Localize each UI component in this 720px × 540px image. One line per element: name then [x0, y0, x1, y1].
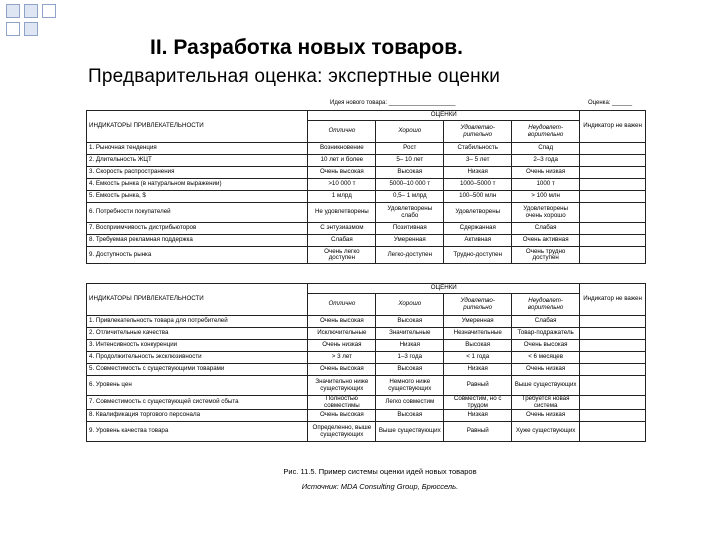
grade-cell: 5000–10 000 т	[376, 179, 444, 191]
grade-cell: Очень высокая	[308, 316, 376, 328]
side-cell	[580, 247, 646, 264]
side-cell	[580, 179, 646, 191]
indicator-label: 9. Уровень качества товара	[87, 422, 308, 442]
grade-cell: Очень низкая	[308, 340, 376, 352]
side-cell	[580, 223, 646, 235]
grade-cell: Очень легко доступен	[308, 247, 376, 264]
grade-cell: Низкая	[376, 340, 444, 352]
grade-cell: Высокая	[376, 364, 444, 376]
figure-caption: Рис. 11.5. Пример системы оценки идей новых товаров	[283, 467, 477, 476]
evaluation-table-2	[86, 283, 646, 442]
indicator-label: 1. Привлекательность товара для потребителей	[87, 316, 308, 328]
grade-cell: Слабая	[512, 316, 580, 328]
side-cell	[580, 396, 646, 410]
side-cell	[580, 376, 646, 396]
grade-cell: Хуже существующих	[512, 422, 580, 442]
grades-header: ОЦЕНКИ	[308, 284, 580, 294]
idea-label: Идея нового товара: ____________________	[330, 100, 456, 106]
grade-cell: 1000–5000 т	[444, 179, 512, 191]
table-row	[87, 191, 646, 203]
grade-cell: Очень высокая	[512, 340, 580, 352]
grade-cell: Стабильность	[444, 143, 512, 155]
table-row	[87, 422, 646, 442]
grade-cell: > 100 млн	[512, 191, 580, 203]
evaluation-table-1	[86, 110, 646, 264]
grade-cell: Возникновение	[308, 143, 376, 155]
score-label: Оценка: ______	[588, 100, 633, 106]
grade-cell: Очень низкая	[512, 410, 580, 422]
grade-label: Отлично	[308, 121, 376, 143]
grade-cell: Значительно ниже существующих	[308, 376, 376, 396]
grade-cell: Удовлетворены	[444, 203, 512, 223]
grade-cell: Выше существующих	[376, 422, 444, 442]
grade-cell: < 6 месяцев	[512, 352, 580, 364]
grade-cell: Товар-подражатель	[512, 328, 580, 340]
grade-cell: Высокая	[376, 410, 444, 422]
side-cell	[580, 340, 646, 352]
side-cell	[580, 316, 646, 328]
grade-cell: 100–500 млн	[444, 191, 512, 203]
grade-label: Хорошо	[376, 294, 444, 316]
indicator-label: 9. Доступность рынка	[87, 247, 308, 264]
grade-cell: Низкая	[444, 410, 512, 422]
grade-cell: Слабая	[308, 235, 376, 247]
side-note: Индикатор не важен	[580, 284, 646, 316]
grade-cell: Высокая	[444, 340, 512, 352]
side-cell	[580, 143, 646, 155]
grade-cell: Сдержанная	[444, 223, 512, 235]
grade-cell: 2–3 года	[512, 155, 580, 167]
indicator-label: 8. Требуемая рекламная поддержка	[87, 235, 308, 247]
grade-cell: Легко совместим	[376, 396, 444, 410]
table-row	[87, 410, 646, 422]
grade-cell: 0,5– 1 млрд	[376, 191, 444, 203]
grade-cell: 5– 10 лет	[376, 155, 444, 167]
grade-cell: Немного ниже существующих	[376, 376, 444, 396]
grade-cell: Выше существующих	[512, 376, 580, 396]
indicators-header: ИНДИКАТОРЫ ПРИВЛЕКАТЕЛЬНОСТИ	[87, 284, 308, 316]
side-cell	[580, 155, 646, 167]
indicator-label: 5. Совместимость с существующими товарами	[87, 364, 308, 376]
grade-cell: Очень трудно доступен	[512, 247, 580, 264]
side-cell	[580, 167, 646, 179]
grade-cell: Умеренная	[376, 235, 444, 247]
side-cell	[580, 235, 646, 247]
side-cell	[580, 203, 646, 223]
table-row	[87, 155, 646, 167]
table-row	[87, 328, 646, 340]
grade-label: Удовлетво-рительно	[444, 294, 512, 316]
table-row	[87, 376, 646, 396]
grades-header: ОЦЕНКИ	[308, 111, 580, 121]
side-note: Индикатор не важен	[580, 111, 646, 143]
slide-title: II. Разработка новых товаров.	[150, 36, 463, 59]
grade-cell: Равный	[444, 422, 512, 442]
table-row	[87, 340, 646, 352]
grade-label: Удовлетво-рительно	[444, 121, 512, 143]
side-cell	[580, 422, 646, 442]
grade-cell: Значительные	[376, 328, 444, 340]
grade-cell: Не удовлетворены	[308, 203, 376, 223]
grade-cell: С энтузиазмом	[308, 223, 376, 235]
grade-cell: Исключительные	[308, 328, 376, 340]
side-cell	[580, 352, 646, 364]
table-row	[87, 396, 646, 410]
indicator-label: 2. Отличительные качества	[87, 328, 308, 340]
indicator-label: 3. Интенсивность конкуренции	[87, 340, 308, 352]
grade-cell: Удовлетворены очень хорошо	[512, 203, 580, 223]
grade-cell: Позитивная	[376, 223, 444, 235]
table-row	[87, 316, 646, 328]
table-row	[87, 203, 646, 223]
table-row	[87, 235, 646, 247]
grade-cell: Совместим, но с трудом	[444, 396, 512, 410]
indicator-label: 7. Совместимость с существующей системой сбыта	[87, 396, 308, 410]
grade-cell: Очень высокая	[308, 410, 376, 422]
indicator-label: 2. Длительность ЖЦТ	[87, 155, 308, 167]
indicator-label: 7. Восприимчивость дистрибьюторов	[87, 223, 308, 235]
grade-cell: Низкая	[444, 364, 512, 376]
grade-cell: Активная	[444, 235, 512, 247]
side-cell	[580, 191, 646, 203]
grade-cell: Очень высокая	[308, 167, 376, 179]
grade-cell: 1–3 года	[376, 352, 444, 364]
grade-cell: Трудно-доступен	[444, 247, 512, 264]
grade-cell: Очень активная	[512, 235, 580, 247]
grade-cell: < 1 года	[444, 352, 512, 364]
grade-cell: Рост	[376, 143, 444, 155]
table-row	[87, 247, 646, 264]
grade-cell: Легко-доступен	[376, 247, 444, 264]
grade-cell: Очень низкая	[512, 364, 580, 376]
table-row	[87, 179, 646, 191]
grade-cell: 1 млрд	[308, 191, 376, 203]
indicator-label: 4. Продолжительность эксклюзивности	[87, 352, 308, 364]
table-row	[87, 364, 646, 376]
indicators-header: ИНДИКАТОРЫ ПРИВЛЕКАТЕЛЬНОСТИ	[87, 111, 308, 143]
indicator-label: 1. Рыночная тенденция	[87, 143, 308, 155]
grade-cell: Полностью совместимы	[308, 396, 376, 410]
table-row	[87, 167, 646, 179]
side-cell	[580, 328, 646, 340]
grade-cell: Удовлетворены слабо	[376, 203, 444, 223]
grade-cell: Очень высокая	[308, 364, 376, 376]
grade-label: Неудовлет-ворительно	[512, 121, 580, 143]
side-cell	[580, 364, 646, 376]
grade-cell: Очень низкая	[512, 167, 580, 179]
table-row	[87, 223, 646, 235]
grade-cell: Требуется новая система	[512, 396, 580, 410]
side-cell	[580, 410, 646, 422]
indicator-label: 6. Уровень цен	[87, 376, 308, 396]
grade-cell: Равный	[444, 376, 512, 396]
indicator-label: 4. Емкость рынка (в натуральном выражении)	[87, 179, 308, 191]
grade-cell: Высокая	[376, 167, 444, 179]
grade-cell: Умеренная	[444, 316, 512, 328]
table-row	[87, 352, 646, 364]
grade-cell: Определенно, выше существующих	[308, 422, 376, 442]
grade-cell: 3– 5 лет	[444, 155, 512, 167]
figure-source: Источник: MDA Consulting Group, Брюссель.	[301, 482, 459, 491]
slide-subtitle: Предварительная оценка: экспертные оценки	[88, 66, 501, 87]
grade-cell: Низкая	[444, 167, 512, 179]
grade-cell: 1000 т	[512, 179, 580, 191]
grade-cell: > 3 лет	[308, 352, 376, 364]
indicator-label: 3. Скорость распространения	[87, 167, 308, 179]
grade-cell: >10 000 т	[308, 179, 376, 191]
grade-label: Неудовлет-ворительно	[512, 294, 580, 316]
indicator-label: 8. Квалификация торгового персонала	[87, 410, 308, 422]
decorative-squares	[0, 0, 60, 50]
indicator-label: 6. Потребности покупателей	[87, 203, 308, 223]
table-row	[87, 143, 646, 155]
indicator-label: 5. Емкость рынка, $	[87, 191, 308, 203]
grade-cell: 10 лет и более	[308, 155, 376, 167]
grade-cell: Слабая	[512, 223, 580, 235]
grade-label: Отлично	[308, 294, 376, 316]
grade-cell: Спад	[512, 143, 580, 155]
grade-cell: Незначительные	[444, 328, 512, 340]
grade-cell: Высокая	[376, 316, 444, 328]
grade-label: Хорошо	[376, 121, 444, 143]
